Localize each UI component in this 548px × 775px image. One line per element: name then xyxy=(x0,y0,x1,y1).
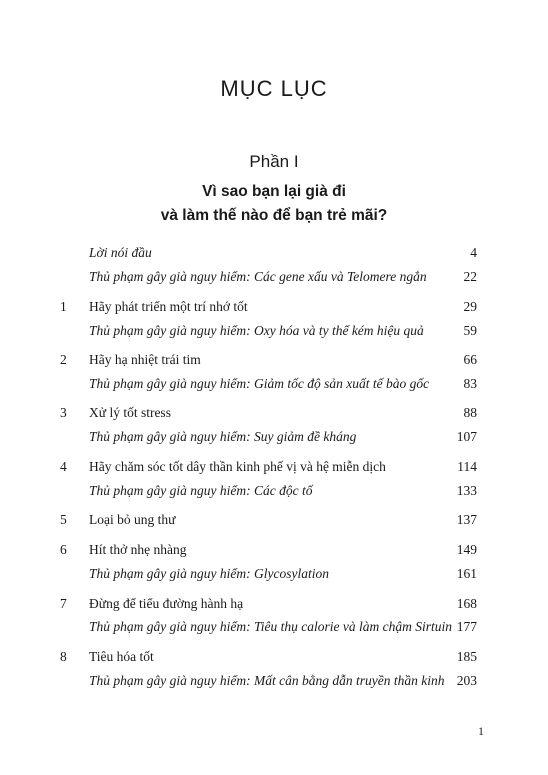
toc-entry[interactable] xyxy=(0,457,548,477)
toc-entry-page: 88 xyxy=(463,405,477,420)
toc-entry[interactable] xyxy=(0,350,548,370)
toc-entry-title: Thủ phạm gây già nguy hiểm: Suy giảm đề kháng xyxy=(89,429,357,444)
toc-entry-number: 8 xyxy=(60,649,67,664)
toc-entry[interactable] xyxy=(0,510,548,530)
toc-entry-title: Thủ phạm gây già nguy hiểm: Mất cân bằng dẫn truyền thần kinh xyxy=(89,673,445,688)
toc-entry-title: Thủ phạm gây già nguy hiểm: Tiêu thụ calorie và làm chậm Sirtuin xyxy=(89,619,452,634)
toc-entry[interactable] xyxy=(0,540,548,560)
toc-entry-page: 203 xyxy=(456,673,477,688)
toc-entry[interactable] xyxy=(0,671,548,691)
toc-entry[interactable] xyxy=(0,647,548,667)
toc-entry-page: 137 xyxy=(456,512,477,527)
toc-entry-title: Hít thở nhẹ nhàng xyxy=(89,542,187,557)
toc-entry[interactable] xyxy=(0,564,548,584)
toc-entry-page: 133 xyxy=(456,483,477,498)
toc-entry-title: Đừng để tiểu đường hành hạ xyxy=(89,596,244,611)
toc-entry-page: 66 xyxy=(463,352,477,367)
toc-entry-number: 7 xyxy=(60,596,67,611)
toc-entry-title: Thủ phạm gây già nguy hiểm: Các độc tố xyxy=(89,483,313,498)
toc-entry[interactable] xyxy=(0,617,548,637)
toc-entry-page: 168 xyxy=(456,596,477,611)
toc-entry-page: 29 xyxy=(463,299,477,314)
page-title: MỤC LỤC xyxy=(220,76,328,101)
part-subtitle-line-1: Vì sao bạn lại già đi xyxy=(202,183,346,200)
toc-entry-number: 3 xyxy=(60,405,67,420)
toc-entry-number: 1 xyxy=(60,299,67,314)
toc-entry-title: Hãy phát triển một trí nhớ tốt xyxy=(89,299,248,314)
toc-entry-page: 177 xyxy=(456,619,477,634)
toc-entry-page: 83 xyxy=(463,376,477,391)
toc-entry-title: Lời nói đầu xyxy=(89,245,152,260)
toc-entry-number: 4 xyxy=(60,459,67,474)
toc-entry-page: 4 xyxy=(470,245,477,260)
toc-entry-title: Thủ phạm gây già nguy hiểm: Glycosylation xyxy=(89,566,329,581)
toc-entry-title: Loại bỏ ung thư xyxy=(89,512,176,527)
toc-entry-title: Thủ phạm gây già nguy hiểm: Các gene xấu và Telomere ngắn xyxy=(89,269,427,284)
toc-entry[interactable] xyxy=(0,374,548,394)
toc-entry[interactable] xyxy=(0,243,548,263)
toc-entry-title: Tiêu hóa tốt xyxy=(89,649,154,664)
part-subtitle-line-2: và làm thế nào để bạn trẻ mãi? xyxy=(160,207,388,224)
toc-entry-page: 107 xyxy=(456,429,477,444)
toc-entry-number: 2 xyxy=(60,352,67,367)
toc-entry-page: 149 xyxy=(456,542,477,557)
toc-entry-title: Hãy chăm sóc tốt dây thần kinh phế vị và hệ miễn dịch xyxy=(89,459,386,474)
toc-entry-title: Xử lý tốt stress xyxy=(89,405,171,420)
toc-entry-page: 114 xyxy=(457,459,477,474)
toc-entry[interactable] xyxy=(0,267,548,287)
toc-entry[interactable] xyxy=(0,403,548,423)
page-number: 1 xyxy=(478,724,484,738)
toc-entry-title: Hãy hạ nhiệt trái tim xyxy=(89,352,201,367)
toc-entry[interactable] xyxy=(0,481,548,501)
toc-entry-page: 161 xyxy=(456,566,477,581)
toc-entry-page: 185 xyxy=(456,649,477,664)
toc-entry-title: Thủ phạm gây già nguy hiểm: Oxy hóa và ty thể kém hiệu quả xyxy=(89,323,424,338)
part-label: Phần I xyxy=(249,152,299,171)
toc-entry-page: 22 xyxy=(463,269,477,284)
toc-entry[interactable] xyxy=(0,321,548,341)
toc-entry[interactable] xyxy=(0,297,548,317)
toc-entry-title: Thủ phạm gây già nguy hiểm: Giảm tốc độ sản xuất tế bào gốc xyxy=(89,376,430,391)
toc-entry-page: 59 xyxy=(463,323,477,338)
toc-entry-number: 6 xyxy=(60,542,67,557)
toc-entry[interactable] xyxy=(0,594,548,614)
toc-entry-number: 5 xyxy=(60,512,67,527)
toc-entry[interactable] xyxy=(0,427,548,447)
